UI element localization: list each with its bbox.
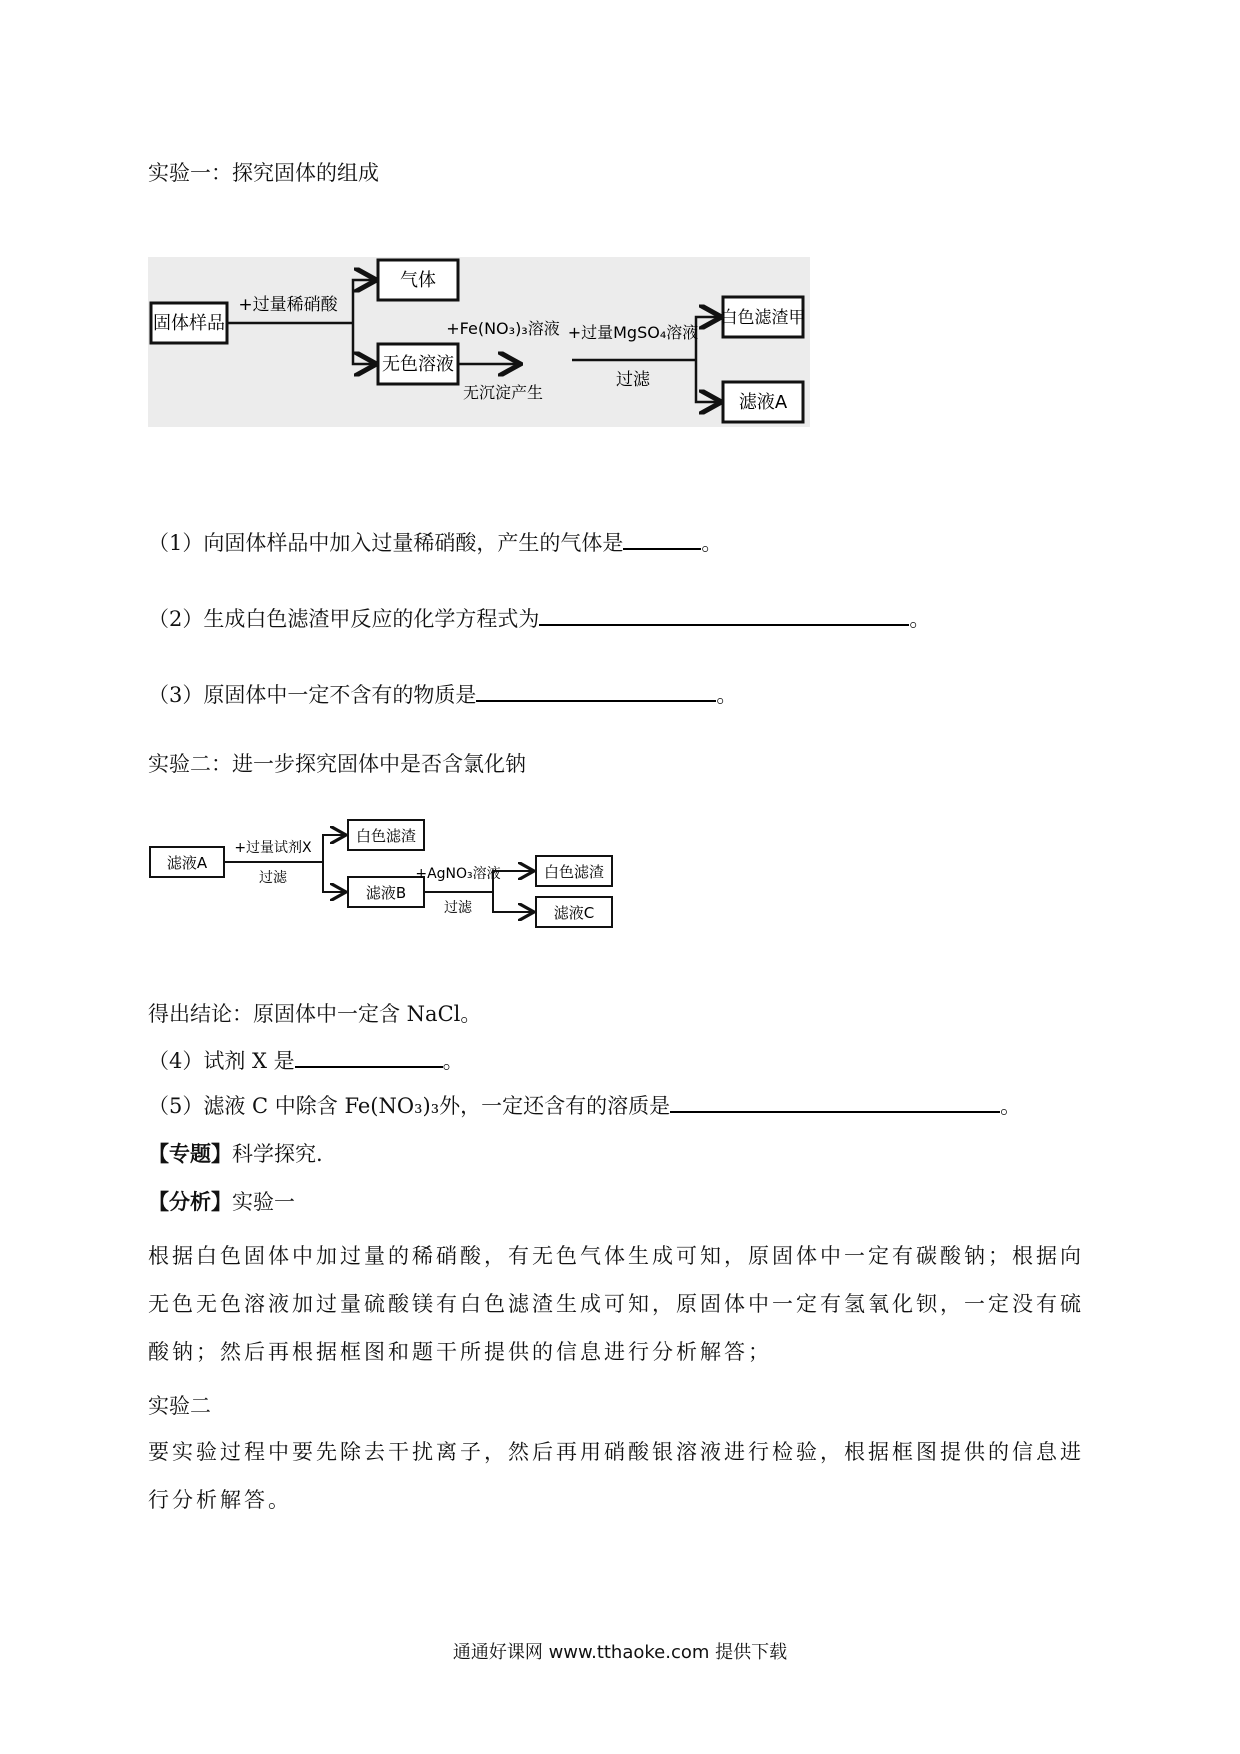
topic-line — [148, 1139, 323, 1169]
question-5-text: （5）滤液 C 中除含 Fe(NO₃)₃外，一定还含有的溶质是 — [148, 1094, 671, 1118]
answer-blank-1[interactable] — [623, 526, 701, 550]
filter-label: 过滤 — [616, 370, 650, 390]
add-acid-label: +过量稀硝酸 — [238, 295, 338, 315]
question-1-end: 。 — [701, 531, 723, 555]
analysis-paragraph-2: 要实验过程中要先除去干扰离子，然后再用硝酸银溶液进行检验，根据框图提供的信息进行分析解答。 — [148, 1440, 1084, 1512]
analysis-label: 【分析】 — [148, 1189, 232, 1214]
filter2-label: 过滤 — [444, 900, 472, 916]
filtrate-a-label: 滤液A — [738, 392, 788, 413]
question-5-end: 。 — [1000, 1094, 1022, 1118]
question-2-end: 。 — [909, 607, 931, 631]
add-mgso4-label: +过量MgSO₄溶液 — [567, 323, 699, 342]
exp2-flow-diagram — [148, 812, 628, 932]
residue1-arrow — [323, 835, 344, 862]
question-1-text: （1）向固体样品中加入过量稀硝酸，产生的气体是 — [148, 531, 624, 555]
topic-label: 【专题】 — [148, 1141, 232, 1166]
white-residue-label-1: 白色滤渣 — [355, 827, 417, 845]
exp1-flow-diagram — [148, 257, 810, 427]
question-5 — [148, 1089, 1021, 1121]
filtrate-c-arrow — [493, 892, 532, 912]
filter1-label: 过滤 — [259, 870, 287, 886]
analysis-title-2: 实验二 — [148, 1394, 211, 1418]
question-4-text: （4）试剂 X 是 — [148, 1049, 295, 1073]
conclusion: 得出结论：原固体中一定含 NaCl。 — [148, 1002, 482, 1026]
filtrate-c-label: 滤液C — [553, 904, 595, 922]
filtrate-b-arrow — [323, 862, 344, 892]
add-agno3-label: +AgNO₃溶液 — [415, 866, 501, 882]
question-2-text: （2）生成白色滤渣甲反应的化学方程式为 — [148, 607, 540, 631]
white-residue-label-2: 白色滤渣 — [543, 863, 605, 881]
question-2 — [148, 602, 930, 634]
topic-text: 科学探究. — [232, 1142, 323, 1166]
no-precipitate-label: 无沉淀产生 — [462, 383, 544, 402]
answer-blank-3[interactable] — [476, 678, 716, 702]
add-fe-label: +Fe(NO₃)₃溶液 — [446, 319, 560, 338]
exp2-heading: 实验二：进一步探究固体中是否含氯化钠 — [148, 752, 526, 776]
analysis-line — [148, 1187, 295, 1217]
answer-blank-4[interactable] — [295, 1044, 443, 1068]
filtrate-b-label: 滤液B — [365, 884, 407, 902]
gas-label: 气体 — [400, 270, 436, 291]
answer-blank-5[interactable] — [670, 1089, 1000, 1113]
question-4 — [148, 1044, 464, 1076]
sample-label: 固体样品 — [153, 313, 225, 334]
white-residue-label: 白色滤渣甲 — [720, 308, 806, 328]
analysis-paragraph-1: 根据白色固体中加过量的稀硝酸，有无色气体生成可知，原固体中一定有碳酸钠；根据向无色无色溶液加过量硫酸镁有白色滤渣生成可知，原固体中一定有氢氧化钡，一定没有硫酸钠；然后再根据框图和题干所提供的信息进行分析解答； — [148, 1244, 1084, 1364]
add-x-label: +过量试剂X — [234, 840, 312, 856]
answer-blank-2[interactable] — [539, 602, 909, 626]
question-1 — [148, 526, 722, 558]
colorless-solution-label: 无色溶液 — [382, 354, 454, 375]
filtrate-a-label-2: 滤液A — [166, 854, 208, 872]
footer: 通通好课网 www.tthaoke.com 提供下载 — [452, 1642, 788, 1663]
exp1-heading: 实验一：探究固体的组成 — [148, 161, 379, 185]
question-3 — [148, 678, 737, 710]
question-3-text: （3）原固体中一定不含有的物质是 — [148, 683, 477, 707]
question-3-end: 。 — [716, 683, 738, 707]
analysis-title-1: 实验一 — [232, 1190, 295, 1214]
question-4-end: 。 — [442, 1049, 464, 1073]
